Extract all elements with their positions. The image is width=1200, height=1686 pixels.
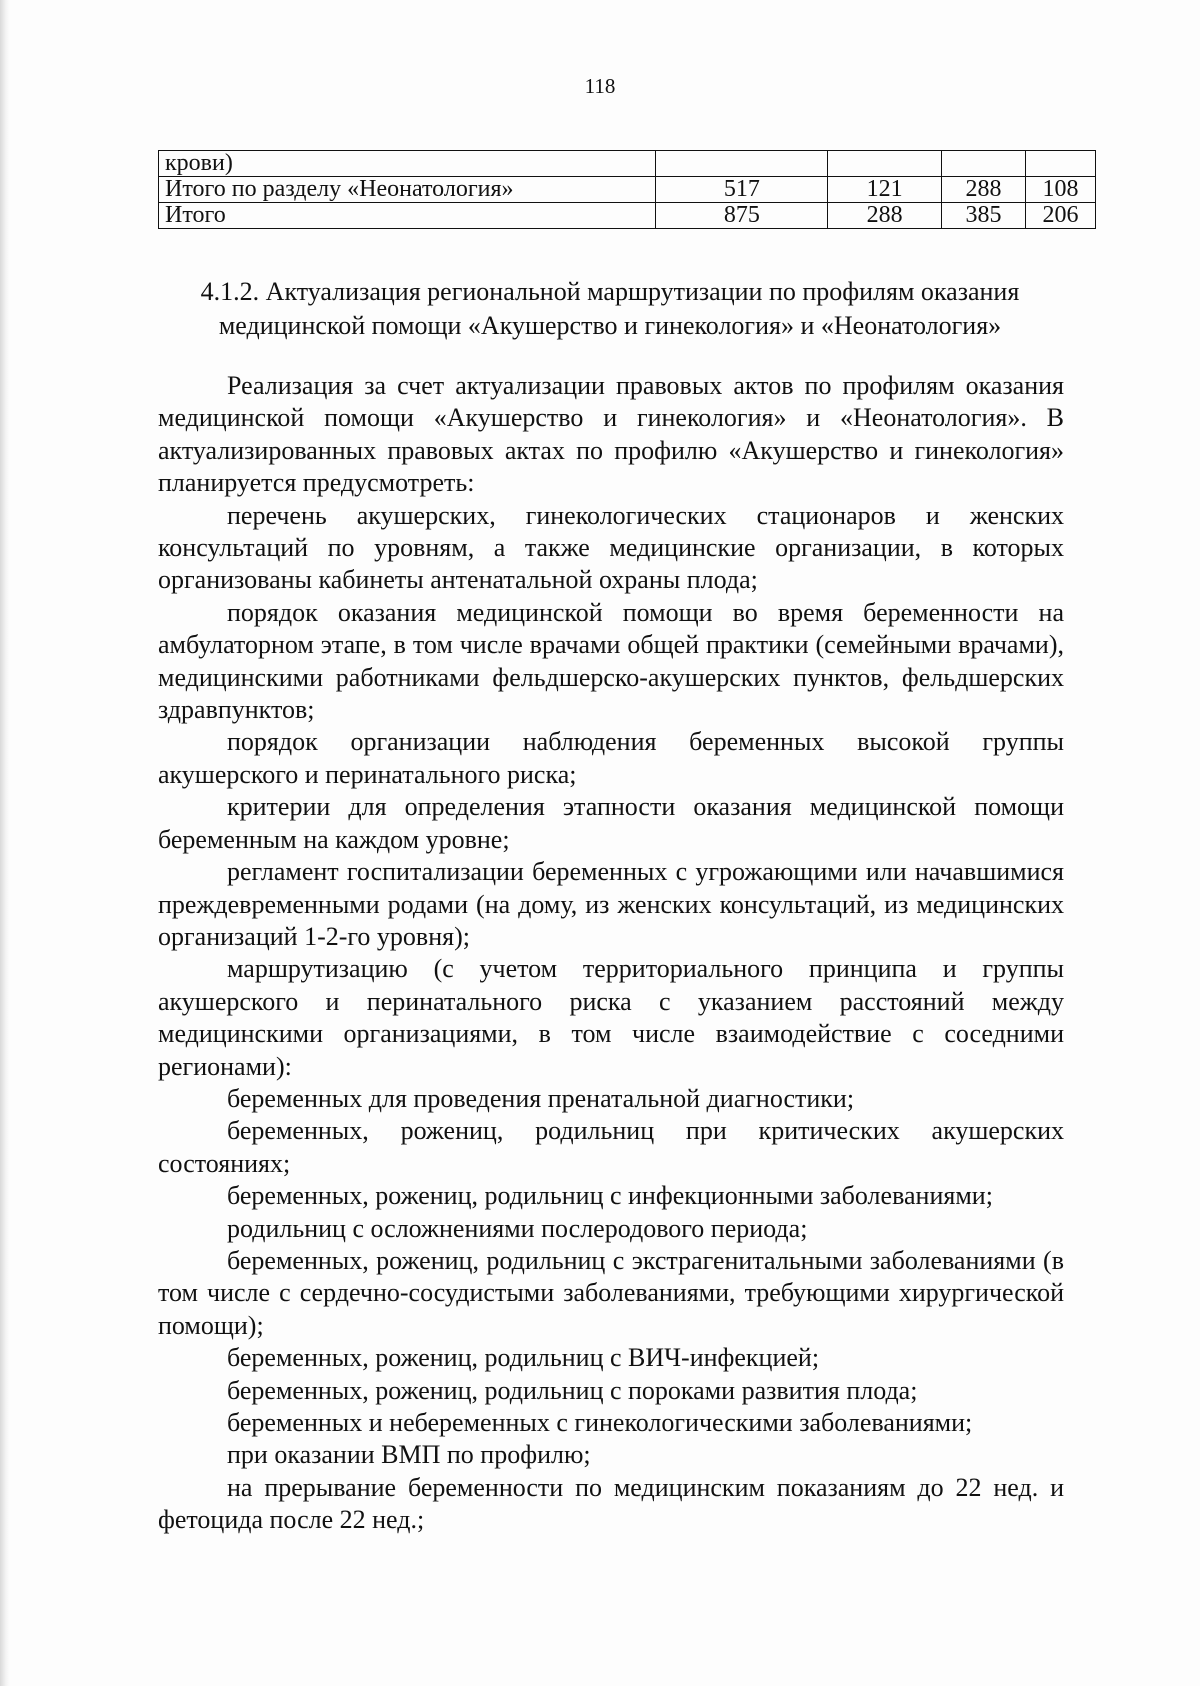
- table-cell: [942, 151, 1026, 177]
- table-cell-label: Итого: [159, 203, 656, 229]
- table-cell: [656, 151, 828, 177]
- table-cell: [828, 151, 942, 177]
- section-heading-line: медицинской помощи «Акушерство и гинекология» и «Неонатология»: [218, 311, 1002, 340]
- scan-edge: [0, 0, 10, 1686]
- table-cell: 517: [656, 177, 828, 203]
- table-row: [159, 177, 1096, 203]
- paragraph: Реализация за счет актуализации правовых актов по профилям оказания медицинской помощи «Акушерство и гинекология» и «Неонатология». В актуализированных правовых актах по профилю «Акушерство и гинекология» планируется предусмотреть:: [158, 371, 1064, 498]
- table-cell: 108: [1026, 177, 1096, 203]
- paragraph: порядок оказания медицинской помощи во время беременности на амбулаторном этапе, в том числе врачами общей практики (семейными врачами), медицинскими работниками фельдшерско-акушерских пунктов, фельдшерских здравпунктов;: [158, 597, 1064, 725]
- table-cell: 875: [656, 203, 828, 229]
- paragraph: беременных, рожениц, родильниц при критических акушерских состояниях;: [158, 1116, 1064, 1178]
- paragraph: беременных и небеременных с гинекологическими заболеваниями;: [227, 1408, 973, 1437]
- paragraph: беременных, рожениц, родильниц с экстрагенитальными заболеваниями (в том числе с сердечно-сосудистыми заболеваниями, требующими хирургической помощи);: [158, 1245, 1064, 1340]
- paragraph: порядок организации наблюдения беременных высокой группы акушерского и перинатального риска;: [158, 727, 1064, 789]
- table-cell-label: крови): [159, 151, 656, 177]
- table-cell-label: Итого по разделу «Неонатология»: [159, 177, 656, 203]
- table-cell: [1026, 151, 1096, 177]
- table-row: [159, 203, 1096, 229]
- paragraph: маршрутизацию (с учетом территориального принципа и группы акушерского и перинатального риска с указанием расстояний между медицинскими организациями, в том числе взаимодействие с соседними регионами):: [158, 954, 1064, 1081]
- paragraph: беременных для проведения пренатальной диагностики;: [227, 1083, 855, 1113]
- paragraph: регламент госпитализации беременных с угрожающими или начавшимися преждевременными родами (на дому, из женских консультаций, из медицинских организаций 1-2-го уровня);: [158, 857, 1064, 951]
- table-row: [159, 151, 1096, 177]
- table-cell: 288: [828, 203, 942, 229]
- paragraph: критерии для определения этапности оказания медицинской помощи беременным на каждом уровне;: [158, 792, 1064, 854]
- table-cell: 206: [1026, 203, 1096, 229]
- paragraph: беременных, рожениц, родильниц с ВИЧ-инфекцией;: [227, 1343, 820, 1373]
- table-cell: 288: [942, 177, 1026, 203]
- section-heading: [150, 275, 1070, 343]
- section-heading-line: 4.1.2. Актуализация региональной маршрутизации по профилям оказания: [200, 277, 1020, 306]
- page-number: 118: [584, 74, 616, 98]
- table-cell: 121: [828, 177, 942, 203]
- paragraph: перечень акушерских, гинекологических стационаров и женских консультаций по уровням, а также медицинские организации, в которых организованы кабинеты антенатальной охраны плода;: [158, 500, 1064, 595]
- paragraph: на прерывание беременности по медицинским показаниям до 22 нед. и фетоцида после 22 нед.;: [158, 1472, 1064, 1535]
- paragraph: беременных, рожениц, родильниц с пороками развития плода;: [227, 1375, 918, 1405]
- table-cell: 385: [942, 203, 1026, 229]
- body-text: [158, 370, 1064, 1537]
- totals-table: [158, 150, 1096, 229]
- paragraph: при оказании ВМП по профилю;: [227, 1440, 591, 1470]
- paragraph: родильниц с осложнениями послеродового периода;: [227, 1213, 808, 1243]
- paragraph: беременных, рожениц, родильниц с инфекционными заболеваниями;: [227, 1181, 993, 1211]
